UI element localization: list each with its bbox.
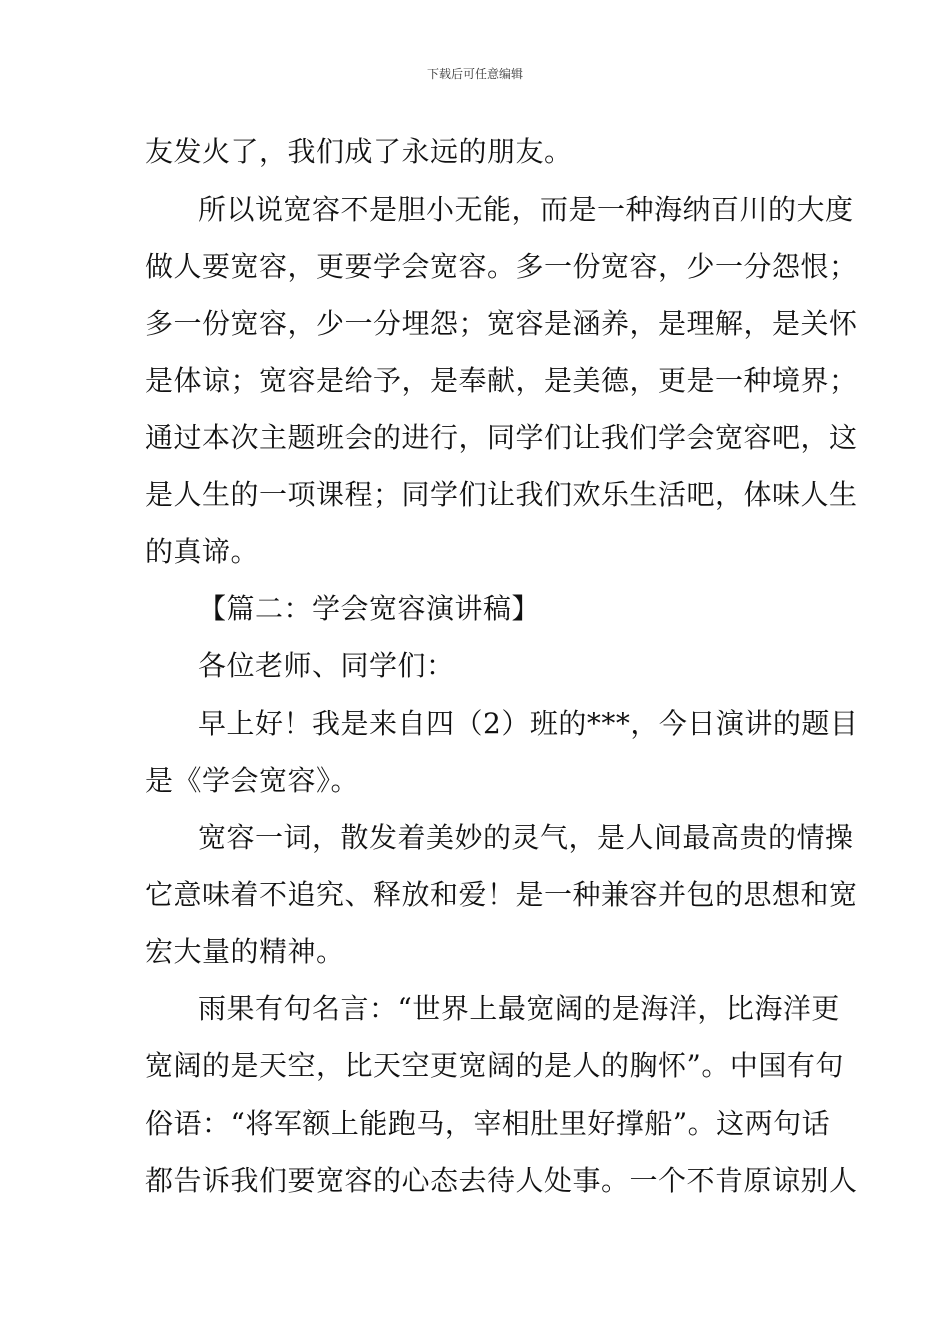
text-line: 是《学会宽容》。 bbox=[145, 764, 360, 797]
text-line: 早上好！我是来自四（2）班的***，今日演讲的题目 bbox=[198, 707, 859, 740]
text-line: 是人生的一项课程；同学们让我们欢乐生活吧，体味人生 bbox=[145, 478, 858, 511]
text-line: 多一份宽容，少一分埋怨；宽容是涵养，是理解，是关怀 bbox=[145, 307, 858, 340]
text-line: 是体谅；宽容是给予，是奉献，是美德，更是一种境界； bbox=[145, 364, 858, 397]
section-heading: 【篇二：学会宽容演讲稿】 bbox=[198, 592, 541, 625]
text-line: 通过本次主题班会的进行，同学们让我们学会宽容吧，这 bbox=[145, 421, 858, 454]
text-line: 的真谛。 bbox=[145, 535, 260, 568]
text-line: 做人要宽容，更要学会宽容。多一份宽容，少一分怨恨； bbox=[145, 250, 858, 283]
text-line: 所以说宽容不是胆小无能，而是一种海纳百川的大度 bbox=[198, 193, 854, 226]
text-line: 都告诉我们要宽容的心态去待人处事。一个不肯原谅别人 bbox=[145, 1164, 858, 1197]
text-line: 宽容一词，散发着美妙的灵气，是人间最高贵的情操 bbox=[198, 821, 854, 854]
text-line: 雨果有句名言：“世界上最宽阔的是海洋，比海洋更 bbox=[198, 992, 840, 1025]
text-line: 宏大量的精神。 bbox=[145, 935, 345, 968]
text-line: 宽阔的是天空，比天空更宽阔的是人的胸怀”。中国有句 bbox=[145, 1049, 844, 1082]
text-line: 各位老师、同学们： bbox=[198, 649, 455, 682]
text-line: 友发火了，我们成了永远的朋友。 bbox=[145, 135, 573, 168]
page-header: 下载后可任意编辑 bbox=[426, 67, 523, 81]
text-line: 俗语：“将军额上能跑马，宰相肚里好撑船”。这两句话 bbox=[145, 1107, 831, 1140]
text-line: 它意味着不追究、释放和爱！是一种兼容并包的思想和宽 bbox=[145, 878, 858, 911]
